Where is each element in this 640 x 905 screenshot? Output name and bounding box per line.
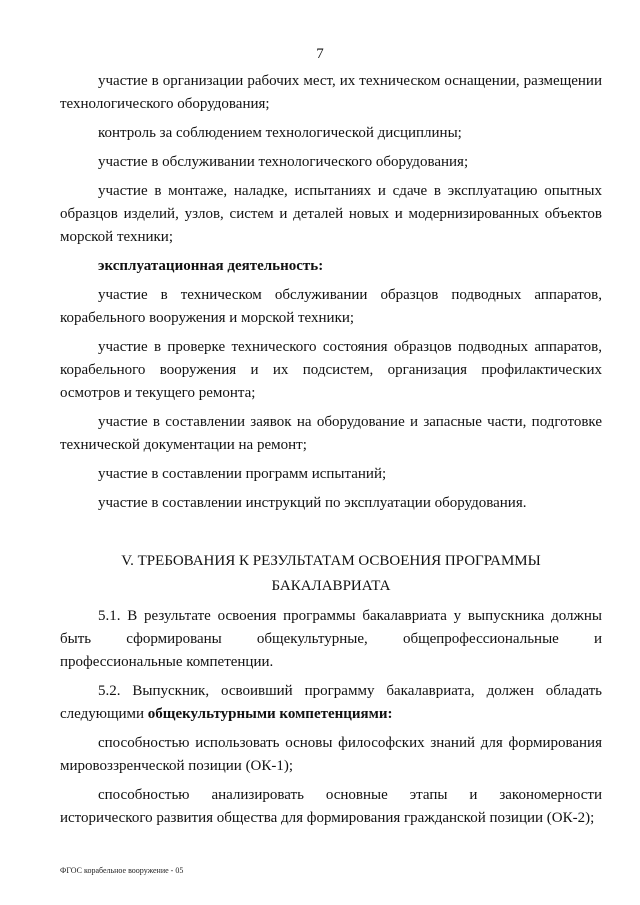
section-heading-line-1: V. ТРЕБОВАНИЯ К РЕЗУЛЬТАТАМ ОСВОЕНИЯ ПРОГРАММЫ: [121, 553, 541, 569]
page-footer: ФГОС корабельное вооружение - 05: [60, 866, 184, 875]
paragraph: участие в организации рабочих мест, их техническом оснащении, размещении технологического оборудования;: [60, 73, 602, 112]
paragraph: участие в составлении программ испытаний;: [98, 466, 387, 482]
paragraph-5-1: 5.1. В результате освоения программы бакалавриата у выпускника должны быть сформированы общекультурные, общепрофессиональные и профессиональные компетенции.: [60, 608, 602, 670]
paragraph: участие в составлении заявок на оборудование и запасные части, подготовке технической документации на ремонт;: [60, 414, 602, 453]
paragraph: участие в обслуживании технологического оборудования;: [98, 154, 469, 170]
paragraph: участие в монтаже, наладке, испытаниях и сдаче в эксплуатацию опытных образцов изделий, узлов, систем и деталей новых и модернизированных объектов морской техники;: [60, 183, 602, 245]
paragraph: участие в составлении инструкций по эксплуатации оборудования.: [98, 495, 527, 511]
paragraph-5-2-text: 5.2. Выпускник, освоивший программу бакалавриата, должен обладать следующими: [60, 683, 602, 722]
paragraph-5-2-bold: общекультурными компетенциями:: [147, 706, 393, 722]
document-body: [60, 70, 602, 836]
paragraph-5-2: [60, 680, 602, 726]
page-number: 7: [316, 46, 324, 62]
competency-item: способностью анализировать основные этапы и закономерности исторического развития общества для формирования гражданской позиции (ОК-2);: [60, 787, 602, 826]
paragraph: участие в техническом обслуживании образцов подводных аппаратов, корабельного вооружения и морской техники;: [60, 287, 602, 326]
paragraph: участие в проверке технического состояния образцов подводных аппаратов, корабельного вооружения и их подсистем, организация профилактических осмотров и текущего ремонта;: [60, 339, 602, 401]
paragraph: контроль за соблюдением технологической дисциплины;: [98, 125, 462, 141]
section-heading: [60, 549, 602, 599]
competency-item: способностью использовать основы философских знаний для формирования мировоззренческой позиции (ОК-1);: [60, 735, 602, 774]
section-heading-line-2: БАКАЛАВРИАТА: [271, 578, 391, 594]
section-label: эксплуатационная деятельность:: [98, 258, 324, 274]
